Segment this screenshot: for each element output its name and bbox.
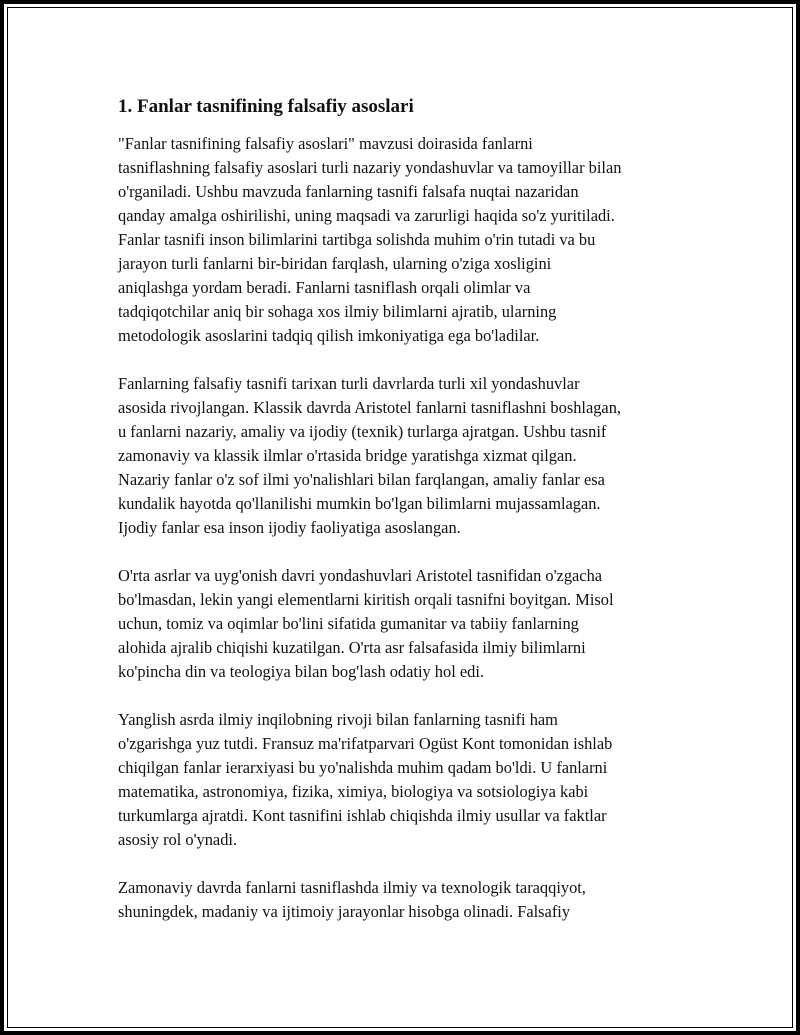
text-line: Zamonaviy davrda fanlarni tasniflashda ilmiy va texnologik taraqqiyot, — [118, 878, 586, 897]
text-line: aniqlashga yordam beradi. Fanlarni tasniflash orqali olimlar va — [118, 278, 531, 297]
text-line: Fanlar tasnifi inson bilimlarini tartibga solishda muhim o'rin tutadi va bu — [118, 230, 596, 249]
text-line: matematika, astronomiya, fizika, ximiya, biologiya va sotsiologiya kabi — [118, 782, 589, 801]
document-page — [118, 95, 688, 948]
text-line: uchun, tomiz va oqimlar bo'lini sifatida gumanitar va tabiiy fanlarning — [118, 614, 579, 633]
text-line: Ijodiy fanlar esa inson ijodiy faoliyatiga asoslangan. — [118, 518, 461, 537]
text-line: zamonaviy va klassik ilmlar o'rtasida bridge yaratishga xizmat qilgan. — [118, 446, 577, 465]
text-line: tasniflashning falsafiy asoslari turli nazariy yondashuvlar va tamoyillar bilan — [118, 158, 622, 177]
document-body — [118, 132, 688, 924]
text-line: Yanglish asrda ilmiy inqilobning rivoji bilan fanlarning tasnifi ham — [118, 710, 558, 729]
text-line: tadqiqotchilar aniq bir sohaga xos ilmiy bilimlarni ajratib, ularning — [118, 302, 557, 321]
text-line: turkumlarga ajratdi. Kont tasnifini ishlab chiqishda ilmiy usullar va faktlar — [118, 806, 607, 825]
text-line: ko'pincha din va teologiya bilan bog'lash odatiy hol edi. — [118, 662, 484, 681]
text-line: Fanlarning falsafiy tasnifi tarixan turli davrlarda turli xil yondashuvlar — [118, 374, 580, 393]
text-line: shuningdek, madaniy va ijtimoiy jarayonlar hisobga olinadi. Falsafiy — [118, 902, 571, 921]
text-line: o'zgarishga yuz tutdi. Fransuz ma'rifatparvari Ogüst Kont tomonidan ishlab — [118, 734, 613, 753]
paragraph — [118, 708, 688, 852]
section-heading: 1. Fanlar tasnifining falsafiy asoslari — [118, 96, 414, 117]
paragraph — [118, 564, 688, 684]
text-line: Nazariy fanlar o'z sof ilmi yo'nalishlari bilan farqlangan, amaliy fanlar esa — [118, 470, 605, 489]
paragraph — [118, 132, 688, 348]
text-line: O'rta asrlar va uyg'onish davri yondashuvlari Aristotel tasnifidan o'zgacha — [118, 566, 603, 585]
text-line: asosiy rol o'ynadi. — [118, 830, 238, 849]
text-line: metodologik asoslarini tadqiq qilish imkoniyatiga ega bo'ladilar. — [118, 326, 540, 345]
text-line: u fanlarni nazariy, amaliy va ijodiy (texnik) turlarga ajratgan. Ushbu tasnif — [118, 422, 607, 441]
paragraph — [118, 876, 688, 924]
text-line: chiqilgan fanlar ierarxiyasi bu yo'nalishda muhim qadam bo'ldi. U fanlarni — [118, 758, 608, 777]
text-line: asosida rivojlangan. Klassik davrda Aristotel fanlarni tasniflashni boshlagan, — [118, 398, 621, 417]
text-line: "Fanlar tasnifining falsafiy asoslari" mavzusi doirasida fanlarni — [118, 134, 533, 153]
text-line: kundalik hayotda qo'llanilishi mumkin bo'lgan bilimlarni mujassamlagan. — [118, 494, 601, 513]
text-line: bo'lmasdan, lekin yangi elementlarni kiritish orqali tasnifni boyitgan. Misol — [118, 590, 614, 609]
text-line: alohida ajralib chiqishi kuzatilgan. O'rta asr falsafasida ilmiy bilimlarni — [118, 638, 586, 657]
text-line: qanday amalga oshirilishi, uning maqsadi va zarurligi haqida so'z yuritiladi. — [118, 206, 615, 225]
paragraph — [118, 372, 688, 540]
text-line: o'rganiladi. Ushbu mavzuda fanlarning tasnifi falsafa nuqtai nazaridan — [118, 182, 579, 201]
text-line: jarayon turli fanlarni bir-biridan farqlash, ularning o'ziga xosligini — [118, 254, 552, 273]
